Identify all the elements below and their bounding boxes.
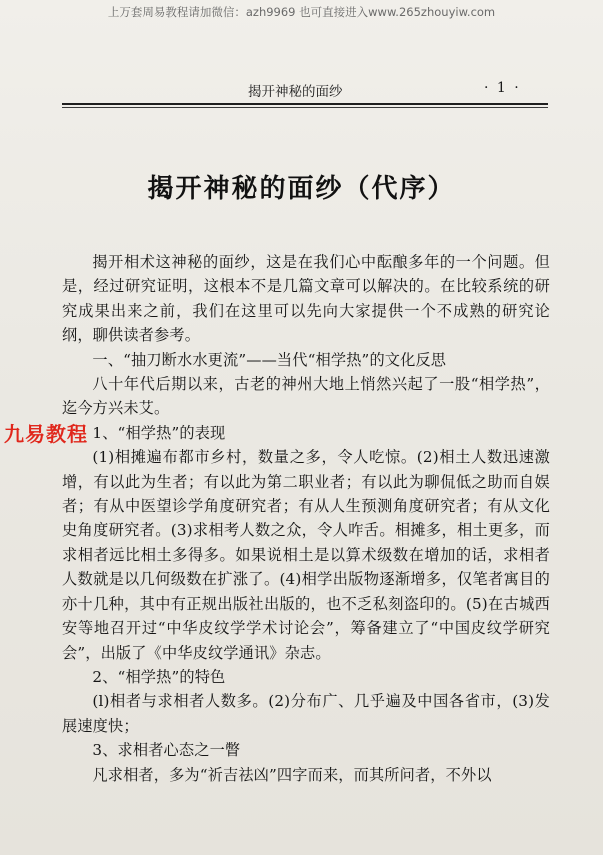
paragraph: (l)相者与求相者人数多。(2)分布广、几乎遍及中国各省市，(3)发展速度快； bbox=[62, 692, 550, 735]
section-heading: 一、“抽刀断水水更流”——当代“相学热”的文化反思 bbox=[92, 350, 447, 369]
running-head: 揭开神秘的面纱 bbox=[248, 84, 343, 100]
subsection-heading: 1、“相学热”的表现 bbox=[92, 423, 226, 442]
top-watermark: 上万套周易教程请加微信：azh9969 也可直接进入www.265zhouyiw.com bbox=[107, 5, 496, 19]
paragraph: 揭开相术这神秘的面纱，这是在我们心中酝酿多年的一个问题。但是，经过研究证明，这根本不是几篇文章可以解决的。在比较系统的研究成果出来之前，我们在这里可以先向大家提供一个不成熟的研究论纲，聊供读者参考。 bbox=[62, 253, 550, 345]
page-number: · 1 · bbox=[484, 80, 521, 96]
brand-watermark: 九易教程 bbox=[4, 422, 88, 446]
paragraph: 八十年代后期以来，古老的神州大地上悄然兴起了一股“相学热”，迄今方兴未艾。 bbox=[62, 375, 550, 418]
subsection-heading: 2、“相学热”的特色 bbox=[92, 667, 226, 686]
subsection-heading: 3、求相者心态之一瞥 bbox=[92, 741, 241, 760]
header-rule bbox=[62, 103, 548, 105]
paragraph: (1)相摊遍布都市乡村，数量之多，令人吃惊。(2)相土人数迅速激增，有以此为生者；有以此为第二职业者；有以此为聊侃低之助而自娱者；有从中医望诊学角度研究者；有从人生预测角度研究者；有从文化史角度研究者。(3)求相考人数之众，令人咋舌。相摊多，相土更多，而求相者远比相土多得多。如果说相土是以算术级数在增加的话，求相者人数就是以几何级数在扩涨了。(4)相学出版物逐渐增多，仅笔者寓目的亦十几种，其中有正规出版社出版的，也不乏私刻盗印的。(5)在古城西安等地召开过“中华皮纹学学术讨论会”，筹备建立了“中国皮纹学研究会”，出版了《中华皮纹学通讯》杂志。 bbox=[62, 448, 550, 662]
chapter-title: 揭开神秘的面纱（代序） bbox=[147, 174, 456, 204]
paragraph: 凡求相者，多为“祈吉祛凶”四字而来，而其所问者，不外以 bbox=[92, 765, 492, 784]
header-rule-thin bbox=[62, 107, 548, 108]
body-text bbox=[62, 250, 550, 787]
